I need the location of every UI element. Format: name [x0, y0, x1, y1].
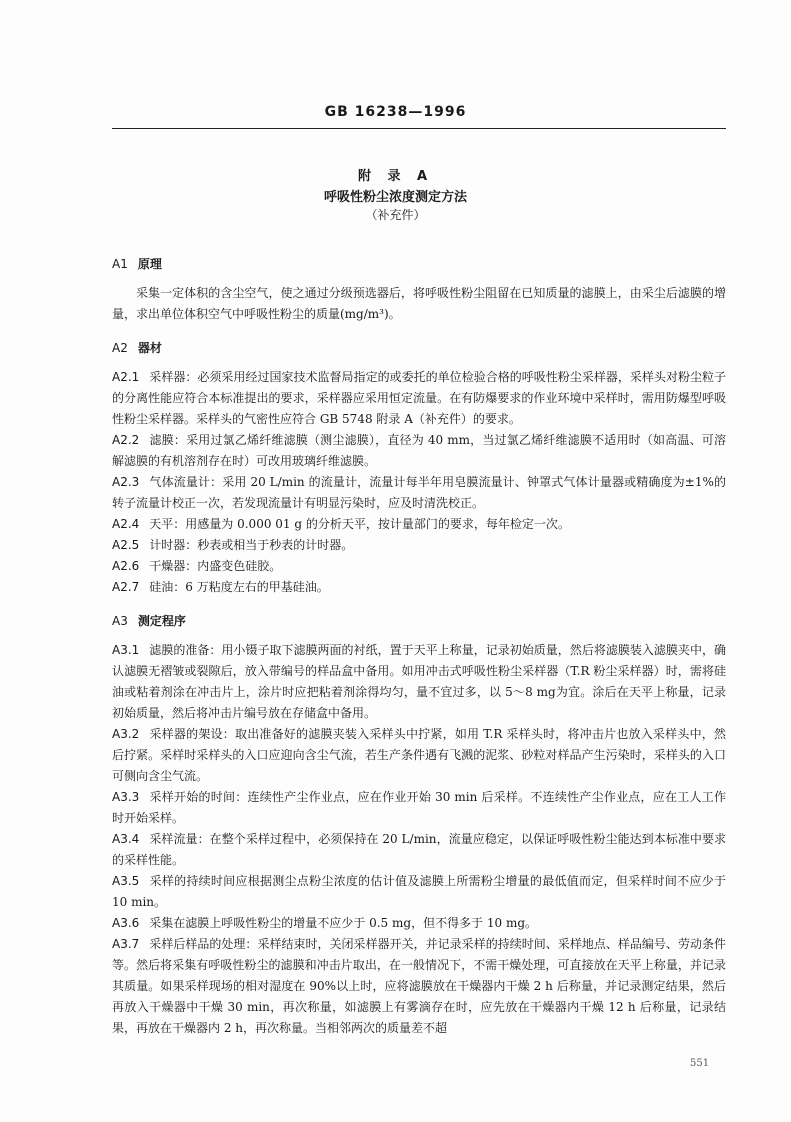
section-a3-list — [112, 640, 726, 1039]
item-text: 采样开始的时间：连续性产尘作业点，应在作业开始 30 min 后采样。不连续性产尘作业点，应在工人工作时开始采样。 — [112, 790, 726, 825]
section-number: A2 — [112, 341, 128, 355]
section-heading-a1 — [112, 253, 726, 275]
item-number: A3.3 — [112, 790, 140, 804]
page-header: GB 16238—1996 — [324, 104, 467, 120]
item-number: A3.7 — [112, 937, 140, 951]
item-text: 天平：用感量为 0.000 01 g 的分析天平，按计量部门的要求，每年检定一次。 — [149, 517, 570, 531]
section-number: A1 — [112, 257, 128, 271]
item-text: 干燥器：内盛变色硅胶。 — [149, 559, 282, 573]
item-number: A2.3 — [112, 475, 140, 489]
item-text: 采样的持续时间应根据测尘点粉尘浓度的估计值及滤膜上所需粉尘增量的最低值而定，但采样时间不应少于 10 min。 — [112, 874, 726, 909]
section-gap — [112, 598, 726, 610]
list-item — [112, 535, 726, 556]
item-text: 滤膜：采用过氯乙烯纤维滤膜（测尘滤膜），直径为 40 mm，当过氯乙烯纤维滤膜不适用时（如高温、可溶解滤膜的有机溶剂存在时）可改用玻璃纤维滤膜。 — [112, 433, 726, 468]
list-item — [112, 871, 726, 913]
item-number: A2.1 — [112, 370, 140, 384]
item-text: 采集在滤膜上呼吸性粉尘的增量不应少于 0.5 mg，但不得多于 10 mg。 — [149, 916, 538, 930]
list-item — [112, 577, 726, 598]
section-a2-list — [112, 367, 726, 598]
document-body — [112, 253, 726, 1039]
section-title: 测定程序 — [137, 614, 186, 628]
item-number: A3.2 — [112, 727, 140, 741]
item-number: A3.6 — [112, 916, 140, 930]
item-number: A2.2 — [112, 433, 140, 447]
section-title: 原理 — [137, 257, 162, 271]
list-item — [112, 514, 726, 535]
item-text: 采样器：必须采用经过国家技术监督局指定的或委托的单位检验合格的呼吸性粉尘采样器，采样头对粉尘粒子的分离性能应符合本标准提出的要求，采样器应采用恒定流量。在有防爆要求的作业环境中采样时，需用防爆型呼吸性粉尘采样器。采样头的气密性应符合 GB 5748 附录 A（补充件）的要求。 — [112, 370, 726, 426]
item-number: A2.6 — [112, 559, 140, 573]
list-item — [112, 472, 726, 514]
annex-title: 附 录 A — [357, 169, 434, 184]
list-item — [112, 724, 726, 787]
list-item — [112, 556, 726, 577]
list-item — [112, 367, 726, 430]
section-heading-a3 — [112, 610, 726, 632]
list-item — [112, 787, 726, 829]
item-text: 采样器的架设：取出准备好的滤膜夹装入采样头中拧紧，如用 T.R 采样头时，将冲击片也放入采样头中，然后拧紧。采样时采样头的入口应迎向含尘气流，若生产条件遇有飞溅的泥浆、砂粒对样品产生污染时，采样头的入口可侧向含尘气流。 — [112, 727, 726, 783]
list-item — [112, 640, 726, 724]
section-title: 器材 — [137, 341, 162, 355]
section-a1-paragraph: 采集一定体积的含尘空气，使之通过分级预选器后，将呼吸性粉尘阻留在已知质量的滤膜上，由采尘后滤膜的增量，求出单位体积空气中呼吸性粉尘的质量(mg/m³)。 — [112, 286, 726, 321]
item-number: A2.4 — [112, 517, 140, 531]
page-number: 551 — [690, 1058, 710, 1069]
section-number: A3 — [112, 614, 128, 628]
item-text: 采样流量：在整个采样过程中，必须保持在 20 L/min，流量应稳定，以保证呼吸性粉尘能达到本标准中要求的采样性能。 — [112, 832, 726, 867]
list-item — [112, 913, 726, 934]
list-item — [112, 430, 726, 472]
item-text: 采样后样品的处理：采样结束时，关闭采样器开关，并记录采样的持续时间、采样地点、样品编号、劳动条件等。然后将采集有呼吸性粉尘的滤膜和冲击片取出，在一般情况下，不需干燥处理，可直接放在天平上称量，并记录其质量。如果采样现场的相对湿度在 90%以上时，应将滤膜放在干燥器内干燥 2 h 后称量，并记录测定结果，然后再放入干燥器中干燥 30 min，再次称量，如滤膜上有雾滴存在时，应先放在干燥器内干燥 12 h 后称量，记录结果，再放在干燥器内 2 h，再次称量。当相邻两次的质量差不超 — [112, 937, 726, 1035]
item-text: 滤膜的准备：用小镊子取下滤膜两面的衬纸，置于天平上称量，记录初始质量，然后将滤膜装入滤膜夹中，确认滤膜无褶皱或裂隙后，放入带编号的样品盒中备用。如用冲击式呼吸性粉尘采样器（T.R 粉尘采样器）时，需将硅油或粘着剂涂在冲击片上，涂片时应把粘着剂涂得均匀，量不宜过多，以 5～8 mg为宜。涂后在天平上称量，记录初始质量，然后将冲击片编号放在存储盒中备用。 — [112, 643, 726, 720]
annex-subtitle: 呼吸性粉尘浓度测定方法 — [323, 190, 467, 205]
header-rule — [112, 128, 726, 129]
item-text: 气体流量计：采用 20 L/min 的流量计，流量计每半年用皂膜流量计、钟罩式气体计量器或精确度为±1%的转子流量计校正一次，若发现流量计有明显污染时，应及时清洗校正。 — [112, 475, 726, 510]
item-number: A2.5 — [112, 538, 140, 552]
item-text: 计时器：秒表或相当于秒表的计时器。 — [149, 538, 354, 552]
list-item — [112, 934, 726, 1039]
list-item — [112, 829, 726, 871]
item-number: A3.5 — [112, 874, 140, 888]
annex-note: （补充件） — [365, 208, 426, 222]
item-number: A3.4 — [112, 832, 140, 846]
item-number: A3.1 — [112, 643, 140, 657]
item-text: 硅油：6 万粘度左右的甲基硅油。 — [149, 580, 329, 594]
item-number: A2.7 — [112, 580, 140, 594]
section-heading-a2 — [112, 337, 726, 359]
